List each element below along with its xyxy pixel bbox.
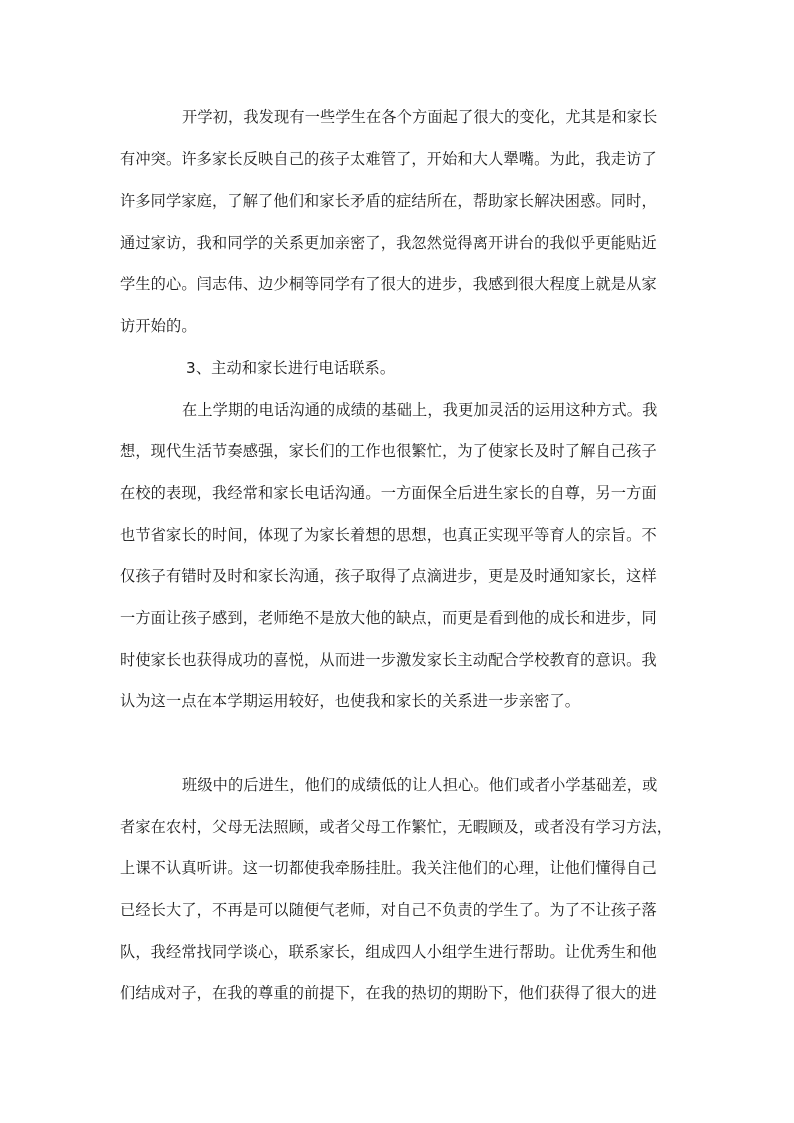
paragraph-1-line-5: 学生的心。闫志伟、边少桐等同学有了很大的进步，我感到很大程度上就是从家	[120, 275, 657, 293]
paragraph-2-line-2: 想，现代生活节奏感强，家长们的工作也很繁忙，为了使家长及时了解自己孩子	[120, 442, 657, 460]
paragraph-1-line-6: 访开始的。	[120, 317, 197, 335]
paragraph-3-line-6: 们结成对子，在我的尊重的前提下，在我的热切的期盼下，他们获得了很大的进	[120, 984, 657, 1002]
paragraph-1-line-4: 通过家访，我和同学的关系更加亲密了，我忽然觉得离开讲台的我似乎更能贴近	[120, 234, 657, 252]
paragraph-3-line-1: 班级中的后进生，他们的成绩低的让人担心。他们或者小学基础差，或	[182, 776, 658, 794]
paragraph-2-line-4: 也节省家长的时间，体现了为家长着想的思想，也真正实现平等育人的宗旨。不	[120, 526, 657, 544]
paragraph-3-line-2: 者家在农村，父母无法照顾，或者父母工作繁忙，无暇顾及，或者没有学习方法，	[120, 818, 673, 836]
section-heading-3: 3、主动和家长进行电话联系。	[186, 359, 396, 377]
paragraph-2-line-3: 在校的表现，我经常和家长电话沟通。一方面保全后进生家长的自尊，另一方面	[120, 484, 657, 502]
paragraph-2-line-6: 一方面让孩子感到，老师绝不是放大他的缺点，而更是看到他的成长和进步，同	[120, 609, 657, 627]
paragraph-2-line-5: 仅孩子有错时及时和家长沟通，孩子取得了点滴进步，更是及时通知家长，这样	[120, 567, 657, 585]
paragraph-1-line-2: 有冲突。许多家长反映自己的孩子太难管了，开始和大人犟嘴。为此，我走访了	[120, 150, 657, 168]
paragraph-3-line-5: 队，我经常找同学谈心，联系家长，组成四人小组学生进行帮助。让优秀生和他	[120, 943, 657, 961]
paragraph-2-line-7: 时使家长也获得成功的喜悦，从而进一步激发家长主动配合学校教育的意识。我	[120, 651, 657, 669]
paragraph-2-line-8: 认为这一点在本学期运用较好，也使我和家长的关系进一步亲密了。	[120, 692, 581, 710]
paragraph-2-line-1: 在上学期的电话沟通的成绩的基础上，我更加灵活的运用这种方式。我	[182, 401, 658, 419]
paragraph-3-line-3: 上课不认真听讲。这一切都使我牵肠挂肚。我关注他们的心理，让他们懂得自己	[120, 859, 657, 877]
paragraph-3-line-4: 已经长大了，不再是可以随便气老师，对自己不负责的学生了。为了不让孩子落	[120, 901, 657, 919]
paragraph-1-line-1: 开学初，我发现有一些学生在各个方面起了很大的变化，尤其是和家长	[182, 108, 658, 126]
paragraph-1-line-3: 许多同学家庭，了解了他们和家长矛盾的症结所在，帮助家长解决困惑。同时，	[120, 192, 657, 210]
